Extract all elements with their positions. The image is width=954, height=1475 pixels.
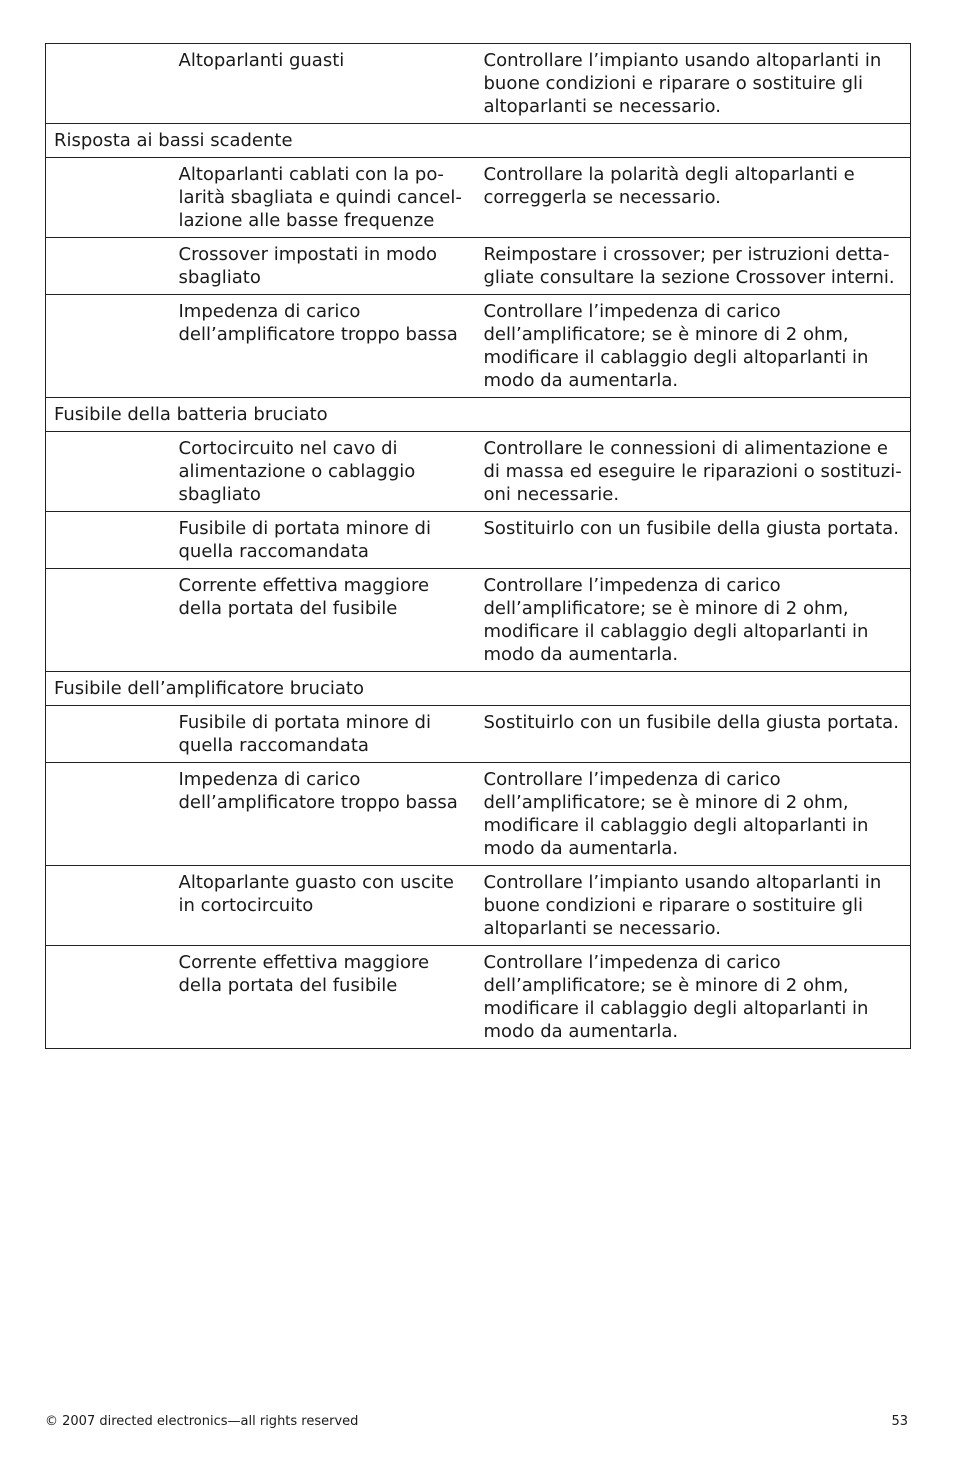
solution-cell: Controllare l’impedenza di carico dell’amplificatore; se è minore di 2 ohm, modificare il cablaggio degli altoparlanti in modo da aumentarla. bbox=[476, 569, 911, 672]
empty-cell bbox=[46, 946, 171, 1049]
empty-cell bbox=[46, 44, 171, 124]
empty-cell bbox=[46, 295, 171, 398]
solution-cell: Controllare l’impianto usando altoparlanti in buone condizioni e riparare o sostituire gli altoparlanti se necessario. bbox=[476, 866, 911, 946]
cause-cell: Altoparlante guasto con uscite in cortocircuito bbox=[171, 866, 476, 946]
footer-page-number: 53 bbox=[891, 1414, 908, 1429]
solution-cell: Sostituirlo con un fusibile della giusta portata. bbox=[476, 706, 911, 763]
table-row bbox=[46, 866, 911, 946]
table-row bbox=[46, 569, 911, 672]
table-row bbox=[46, 295, 911, 398]
cause-cell: Altoparlanti guasti bbox=[171, 44, 476, 124]
solution-cell: Controllare le connessioni di alimentazione e di massa ed eseguire le riparazioni o sostituzioni necessarie. bbox=[476, 432, 911, 512]
troubleshooting-table-body bbox=[46, 44, 911, 1049]
solution-cell: Controllare l’impianto usando altoparlanti in buone condizioni e riparare o sostituire gli altoparlanti se necessario. bbox=[476, 44, 911, 124]
section-title: Fusibile della batteria bruciato bbox=[46, 398, 911, 432]
cause-cell: Crossover impostati in modo sbagliato bbox=[171, 238, 476, 295]
empty-cell bbox=[46, 512, 171, 569]
solution-cell: Sostituirlo con un fusibile della giusta portata. bbox=[476, 512, 911, 569]
table-row bbox=[46, 432, 911, 512]
table-row bbox=[46, 238, 911, 295]
solution-cell: Controllare la polarità degli altoparlanti e correggerla se necessario. bbox=[476, 158, 911, 238]
cause-cell: Impedenza di carico dell’amplificatore troppo bassa bbox=[171, 763, 476, 866]
cause-cell: Fusibile di portata minore di quella raccomandata bbox=[171, 512, 476, 569]
solution-cell: Controllare l’impedenza di carico dell’amplificatore; se è minore di 2 ohm, modificare il cablaggio degli altoparlanti in modo da aumentarla. bbox=[476, 763, 911, 866]
solution-cell: Reimpostare i crossover; per istruzioni dettagliate consultare la sezione Crossover interni. bbox=[476, 238, 911, 295]
table-row bbox=[46, 158, 911, 238]
table-row bbox=[46, 44, 911, 124]
section-title: Risposta ai bassi scadente bbox=[46, 124, 911, 158]
section-header-row bbox=[46, 672, 911, 706]
empty-cell bbox=[46, 706, 171, 763]
footer-copyright: © 2007 directed electronics—all rights reserved bbox=[45, 1414, 359, 1429]
cause-cell: Cortocircuito nel cavo di alimentazione o cablaggio sbagliato bbox=[171, 432, 476, 512]
empty-cell bbox=[46, 238, 171, 295]
cause-cell: Altoparlanti cablati con la polarità sbagliata e quindi cancellazione alle basse frequenze bbox=[171, 158, 476, 238]
table-row bbox=[46, 763, 911, 866]
empty-cell bbox=[46, 569, 171, 672]
cause-cell: Fusibile di portata minore di quella raccomandata bbox=[171, 706, 476, 763]
section-title: Fusibile dell’amplificatore bruciato bbox=[46, 672, 911, 706]
section-header-row bbox=[46, 398, 911, 432]
table-row bbox=[46, 946, 911, 1049]
empty-cell bbox=[46, 158, 171, 238]
table-row bbox=[46, 512, 911, 569]
cause-cell: Impedenza di carico dell’amplificatore troppo bassa bbox=[171, 295, 476, 398]
cause-cell: Corrente effettiva maggiore della portata del fusibile bbox=[171, 946, 476, 1049]
section-header-row bbox=[46, 124, 911, 158]
solution-cell: Controllare l’impedenza di carico dell’amplificatore; se è minore di 2 ohm, modificare il cablaggio degli altoparlanti in modo da aumentarla. bbox=[476, 946, 911, 1049]
empty-cell bbox=[46, 432, 171, 512]
empty-cell bbox=[46, 866, 171, 946]
cause-cell: Corrente effettiva maggiore della portata del fusibile bbox=[171, 569, 476, 672]
empty-cell bbox=[46, 763, 171, 866]
troubleshooting-table bbox=[45, 43, 911, 1049]
table-row bbox=[46, 706, 911, 763]
solution-cell: Controllare l’impedenza di carico dell’amplificatore; se è minore di 2 ohm, modificare il cablaggio degli altoparlanti in modo da aumentarla. bbox=[476, 295, 911, 398]
